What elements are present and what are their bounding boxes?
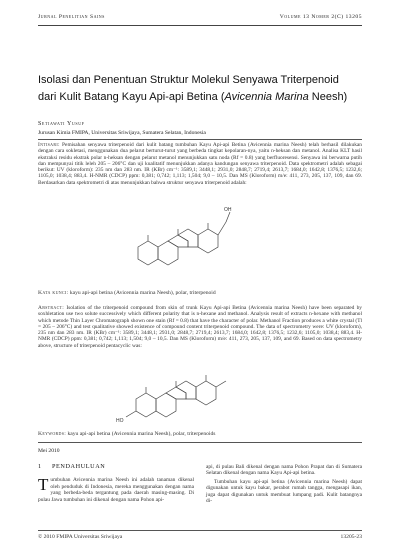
footer-rule <box>38 530 362 531</box>
intro-paragraph-right-1: api, di pulau Bali dikenal dengan nama Pohon Prapat dan di Sumatera Selatan dikenal dengan nama Kayu Api-api betina. <box>206 464 362 477</box>
oh-label-1: OH <box>224 207 232 213</box>
triterpenoid-structure-1 <box>118 202 238 272</box>
footer-page-number: 13205-23 <box>340 534 362 540</box>
intro-paragraph-left: umbuhan Avicennia marina Neesh ini adalah tanaman dikenal oleh penduduk di Indonesia, mereka menggunakan dengan nama yang berbeda-beda tergantung pada daerah masing-masing. Di pulau Jawa tumbuhan ini dikenal dengan nama Pohon api- <box>38 477 194 503</box>
abstrak-text: Pemisahan senyawa triterpenoid dari kulit batang tumbuhan Kayu Api-api Betina (Avicennia marina Neesh) telah berhasil dilakukan dengan cara sokletasi, menggunakan dua pelarut berturut-turut yang berbeda tingkat kepolaran-nya, yaitu n-heksan dan metanol. Analisa KLT hasil ekstraksi residu ekstrak polar n-heksan dengan pelarut metanol menunjukkan satu noda (Rf = 0.8) yang berfluoresensi. Senyawa ini berwarna putih dan mempunyai titik leleh 205 – 206°C dan uji kualitatif menunjukkan adanya kandungan senyawa triterpenoid. Data spektrometri adalah sebagai berikut: UV (kloroform): 235 nm dan 283 nm. IR (KBr) cm⁻¹: 3589,1; 3448,1; 2931,0; 2848,7; 2719,4; 2613,7; 1684,0; 1642,8; 1376,5; 1232,6; 1105,0; 1038,4; 883,4. H-NMR (CDCP) ppm: 0,381; 0,742; 1,113; 1,504; 9,0 – 10,5. Dan MS (Kloroform) m/e: 411, 273, 205, 137, 109, dan 69. Berdasarkan data spektrometri di atas menunjukkan bahwa struktur senyawa triterpenoid adalah: <box>38 142 362 186</box>
abstrak-lead: Intisari: <box>38 142 60 148</box>
abstract-lead: Abstract: <box>38 305 65 311</box>
footer-copyright: © 2010 FMIPA Universitas Sriwijaya <box>38 534 123 540</box>
page-footer <box>38 534 362 540</box>
abstract-bottom-rule <box>38 442 362 443</box>
volume-info: Volume 13 Nomer 2(C) 13205 <box>279 14 362 20</box>
title-species: Avicennia Marina <box>224 90 309 103</box>
journal-name: Jurnal Penelitian Sains <box>38 14 105 20</box>
section-heading <box>38 464 194 470</box>
ho-label-2: HO <box>116 418 124 424</box>
section-title: PENDAHULUAN <box>52 463 106 470</box>
keywords-lead: Keywords: <box>38 431 67 437</box>
running-head-rule <box>38 25 362 26</box>
abstract-top-rule <box>38 139 362 140</box>
body-column-left <box>38 464 194 503</box>
title-main: Isolasi dan Penentuan Struktur Molekul Senyawa Triterpenoid dari Kulit Batang Kayu Api-api Betina ( <box>38 74 339 103</box>
section-number: 1 <box>38 463 42 470</box>
abstrak-block <box>38 142 362 186</box>
kata-kunci-lead: Kata kunci: <box>38 290 69 296</box>
running-head <box>38 14 362 24</box>
keywords-text: kayu api-api betina (Avicennia marina Neesh), polar, triterpenoids <box>66 431 216 437</box>
title-suffix: Neesh) <box>308 90 348 103</box>
article-title <box>38 72 360 105</box>
kata-kunci-line <box>38 290 362 296</box>
abstract-text: Isolation of the triterpenoid compound from skin of trunk Kayu Api-api Betina (Avicennia marina Neesh) have been separated by soxhletation use two solute successively which different polarity that is n-hexane and methanol. Analysis result of extracts n-hexane with methanol which metode Thin Layer Chromatograph shown one stain (Rf = 0.8) that have the character of polar. Methanol Fraction produces a white crystal (Tl = 205 – 206°C) and test qualitative showed existence of compound content triterpenoid compound. The data of spectrometry were: UV (kloroform), 235 nm dan 283 nm. IR (KBr) cm⁻¹: 3589,1; 3448,1; 2931,0; 2848,7; 2719,4; 2613,7; 1684,0; 1642,8; 1376,5; 1232,6; 1105,0; 1038,4; 883,4. H-NMR (CDCP) ppm: 0,381; 0,742; 1,113; 1,504; 9,0 – 10,5. Dan MS (Kloroform) m/e: 411, 273, 205, 137, 109, and 69. Based on data spectrometry above, structure of triterpenoid pentacyclic was: <box>38 305 362 349</box>
triterpenoid-structure-2 <box>114 363 244 425</box>
author-name: Setiawati Yusuf <box>38 121 85 127</box>
publication-date: Mei 2010 <box>38 448 60 454</box>
drop-cap: T <box>38 475 49 495</box>
author-affiliation: Jurusan Kimia FMIPA, Universitas Sriwijaya, Sumatera Selatan, Indonesia <box>38 130 206 136</box>
abstract-en-block <box>38 305 362 349</box>
keywords-line <box>38 431 362 437</box>
intro-paragraph-right-2: Tumbuhan kayu api-api betina (Avicennia marina Neesh) dapat digunakan untuk kayu bakar, perabot rumah tangga, mengasapi ikan, juga dapat digunakan untuk membuat lumpang padi. Kulit batangnya di- <box>206 478 362 505</box>
body-column-right <box>206 464 362 504</box>
kata-kunci-text: kayu api-api betina (Avicennia marina Neesh), polar, triterpenoid <box>68 290 216 296</box>
